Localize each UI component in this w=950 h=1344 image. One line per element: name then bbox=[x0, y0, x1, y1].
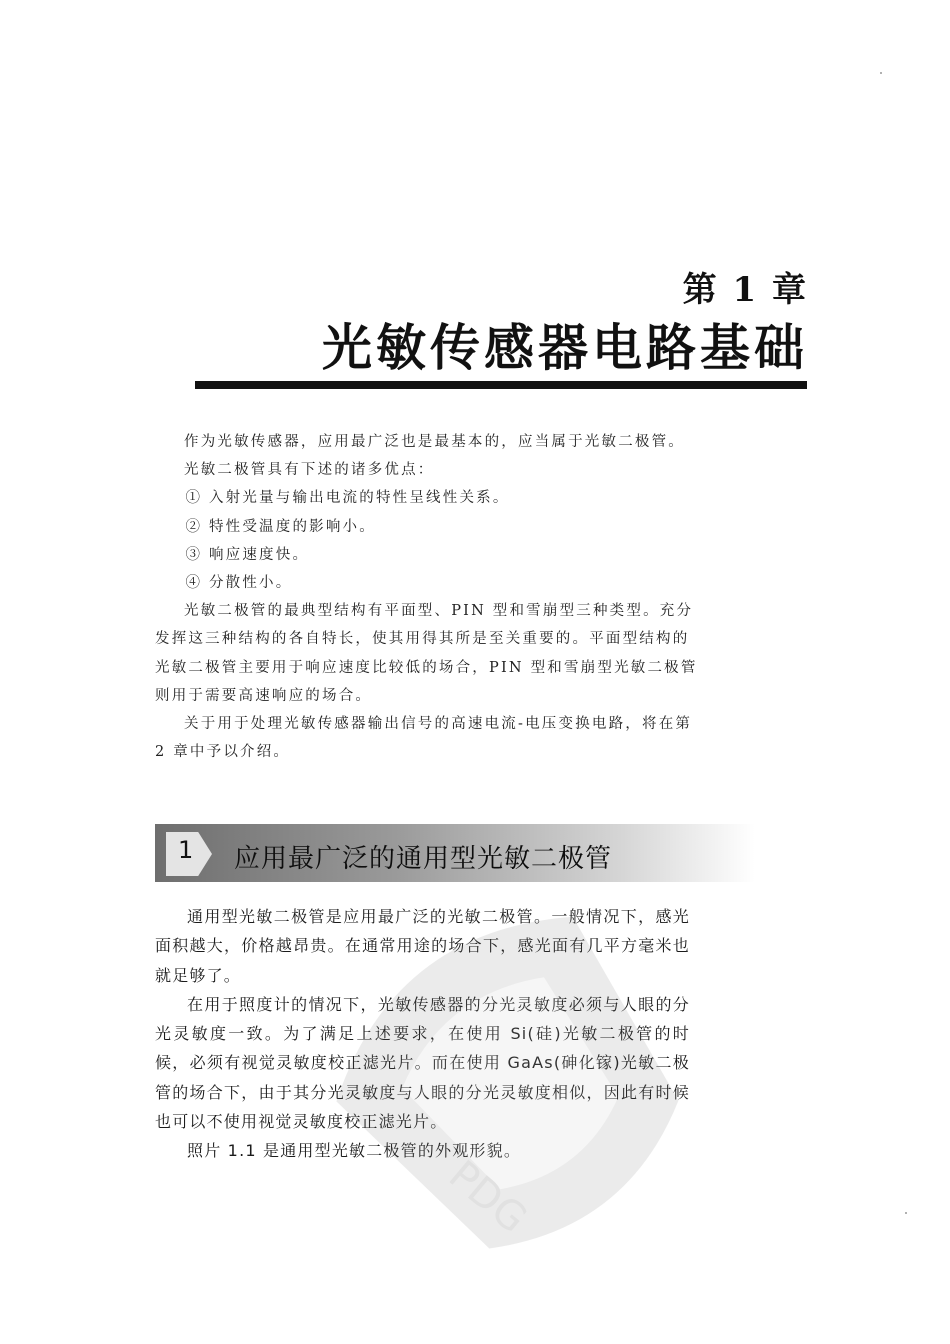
advantage-item: ③ 响应速度快。 bbox=[185, 546, 310, 563]
advantage-item: ② 特性受温度的影响小。 bbox=[185, 518, 376, 535]
scan-speck bbox=[880, 72, 882, 74]
scan-speck bbox=[905, 1212, 907, 1214]
intro-text bbox=[155, 428, 700, 766]
advantage-item: ① 入射光量与输出电流的特性呈线性关系。 bbox=[185, 490, 510, 507]
body-paragraph: 通用型光敏二极管是应用最广泛的光敏二极管。一般情况下，感光面积越大，价格越昂贵。在通常用途的场合下，感光面有几平方毫米也就足够了。 bbox=[155, 907, 690, 985]
chapter-title: 光敏传感器电路基础 bbox=[322, 319, 808, 377]
advantage-item: ④ 分散性小。 bbox=[185, 575, 293, 592]
body-paragraph: 照片 1.1 是通用型光敏二极管的外观形貌。 bbox=[187, 1141, 522, 1161]
watermark-text: PDG bbox=[440, 1152, 536, 1243]
intro-paragraph: 光敏二极管的最典型结构有平面型、PIN 型和雪崩型三种类型。充分发挥这三种结构的各自特长，使其用得其所是至关重要的。平面型结构的光敏二极管主要用于响应速度比较低的场合，PIN 型和雪崩型光敏二极管则用于需要高速响应的场合。 bbox=[155, 603, 698, 704]
intro-paragraph: 关于用于处理光敏传感器输出信号的高速电流-电压变换电路，将在第 2 章中予以介绍。 bbox=[155, 716, 693, 761]
intro-paragraph: 作为光敏传感器，应用最广泛也是最基本的，应当属于光敏二极管。 bbox=[184, 434, 685, 450]
section-title: 应用最广泛的通用型光敏二极管 bbox=[234, 844, 613, 874]
chapter-number: 第 1 章 bbox=[682, 270, 808, 310]
section-number: 1 bbox=[178, 836, 194, 864]
body-paragraph: 在用于照度计的情况下，光敏传感器的分光灵敏度必须与人眼的分光灵敏度一致。为了满足上述要求，在使用 Si(硅)光敏二极管的时候，必须有视觉灵敏度校正滤光片。而在使用 GaAs(砷化镓)光敏二极管的场合下，由于其分光灵敏度与人眼的分光灵敏度相似，因此有时候也可以不使用视觉灵敏度校正滤光片。 bbox=[155, 994, 690, 1132]
title-rule bbox=[195, 381, 807, 389]
section-body bbox=[155, 902, 690, 1166]
intro-paragraph: 光敏二极管具有下述的诸多优点： bbox=[184, 462, 435, 479]
